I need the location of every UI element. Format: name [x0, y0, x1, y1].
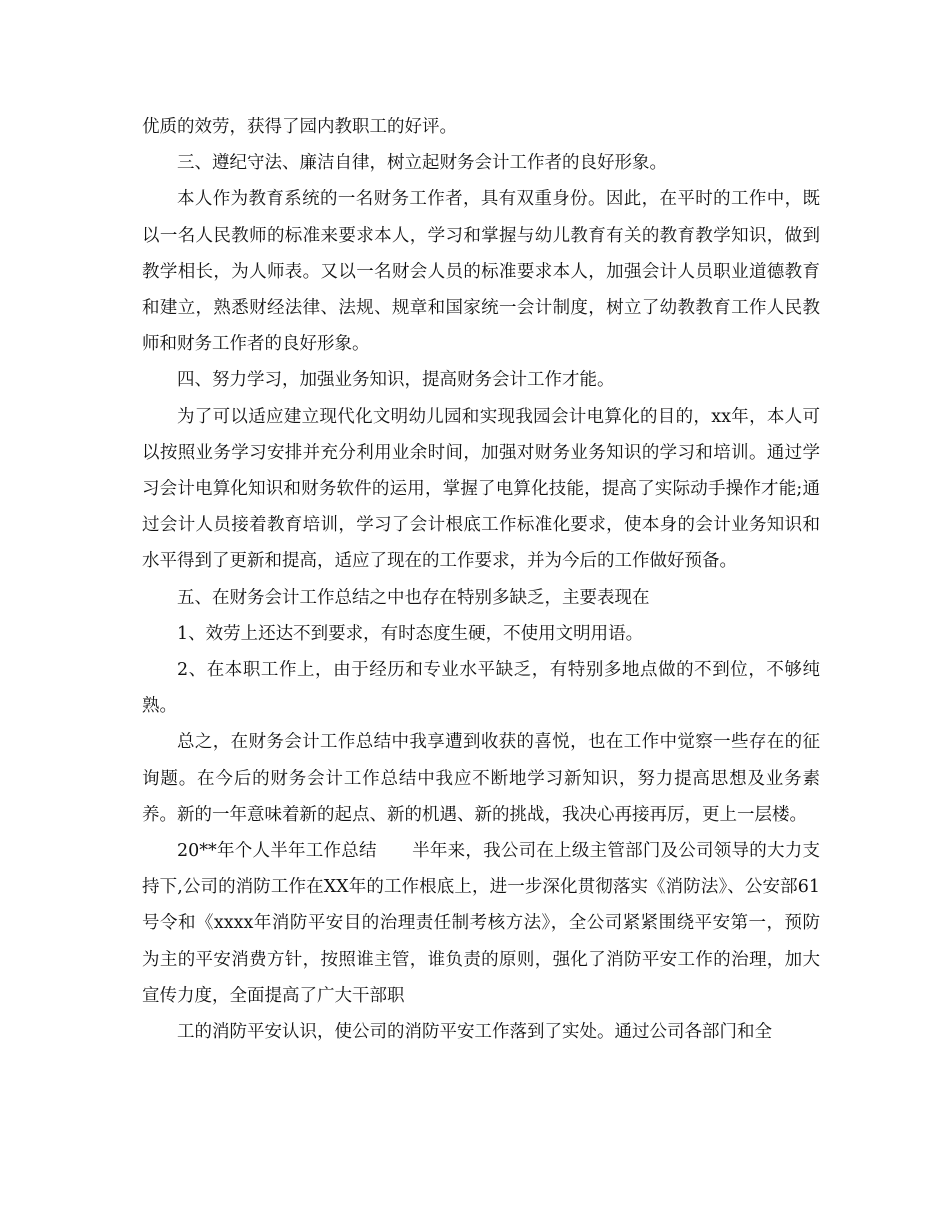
paragraph-study: 为了可以适应建立现代化文明幼儿园和实现我园会计电算化的目的，xx年，本人可以按照业务学习安排并充分利用业余时间，加强对财务业务知识的学习和培训。通过学习会计电算化知识和财务软件的运用，掌握了电算化技能，提高了实际动手操作才能;通过会计人员接着教育培训，学习了会计根底工作标准化要求，使本身的会计业务知识和水平得到了更新和提高，适应了现在的工作要求，并为今后的工作做好预备。	[142, 406, 820, 572]
list-item-1: 1、效劳上还达不到要求，有时态度生硬，不使用文明用语。	[177, 623, 644, 644]
paragraph-dual-identity: 本人作为教育系统的一名财务工作者，具有双重身份。因此，在平时的工作中，既以一名人民教师的标准来要求本人，学习和掌握与幼儿教育有关的教育教学知识，做到教学相长，为人师表。又以一名财会人员的标准要求本人，加强会计人员职业道德教育和建立，熟悉财经法律、法规、规章和国家统一会计制度，树立了幼教教育工作人民教师和财务工作者的良好形象。	[142, 189, 820, 355]
paragraph-continuation: 优质的效劳，获得了园内教职工的好评。	[142, 117, 457, 137]
section-heading-4: 四、努力学习，加强业务知识，提高财务会计工作才能。	[177, 370, 615, 391]
paragraph-fire-safety: 工的消防平安认识，使公司的消防平安工作落到了实处。通过公司各部门和全	[177, 1022, 772, 1043]
paragraph-conclusion: 总之，在财务会计工作总结中我享遭到收获的喜悦，也在工作中觉察一些存在的征询题。在今后的财务会计工作总结中我应不断地学习新知识，努力提高思想及业务素养。新的一年意味着新的起点、新的机遇、新的挑战，我决心再接再厉，更上一层楼。	[142, 732, 820, 825]
section-heading-3: 三、遵纪守法、廉洁自律，树立起财务会计工作者的良好形象。	[177, 153, 667, 174]
document-body	[142, 109, 820, 1050]
section-heading-5: 五、在财务会计工作总结之中也存在特别多缺乏，主要表现在	[177, 587, 650, 608]
list-item-2: 2、在本职工作上，由于经历和专业水平缺乏，有特别多地点做的不到位，不够纯熟。	[142, 660, 820, 717]
paragraph-half-year-summary: 20**年个人半年工作总结 半年来，我公司在上级主管部门及公司领导的大力支持下,公司的消防工作在XX年的工作根底上，进一步深化贯彻落实《消防法》、公安部61号令和《xxxx年消防平安目的治理责任制考核方法》，全公司紧紧围绕平安第一，预防为主的平安消费方针，按照谁主管，谁负责的原则，强化了消防平安工作的治理，加大宣传力度，全面提高了广大干部职	[142, 841, 820, 1006]
